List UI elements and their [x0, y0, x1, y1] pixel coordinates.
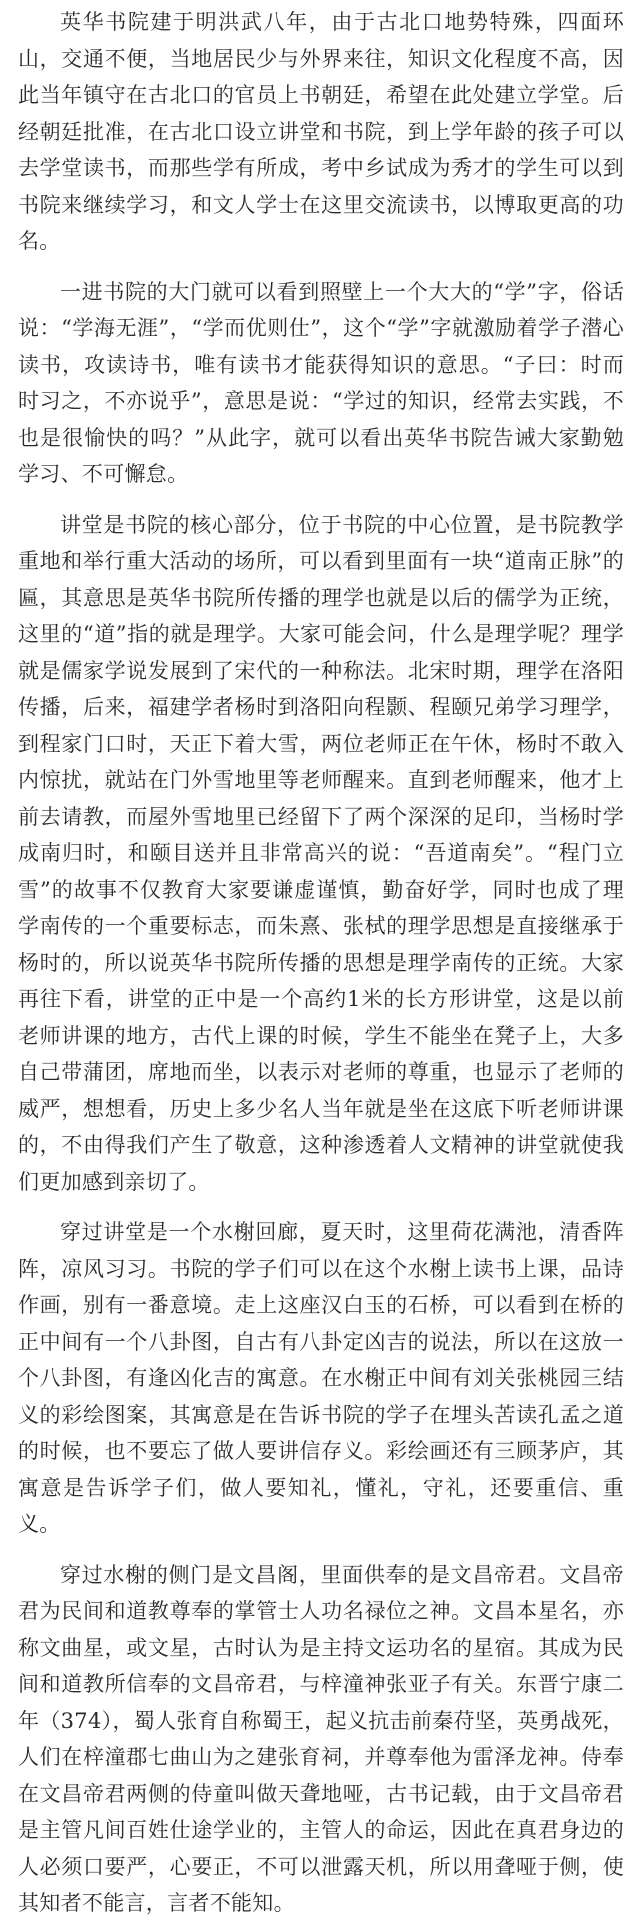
- paragraph-3: 讲堂是书院的核心部分，位于书院的中心位置，是书院教学重地和举行重大活动的场所，可以看到里面有一块“道南正脉”的匾，其意思是英华书院所传播的理学也就是以后的儒学为正统，这里的“道”指的就是理学。大家可能会问，什么是理学呢？理学就是儒家学说发展到了宋代的一种称法。北宋时期，理学在洛阳传播，后来，福建学者杨时到洛阳向程颢、程颐兄弟学习理学，到程家门口时，天正下着大雪，两位老师正在午休，杨时不敢入内惊扰，就站在门外雪地里等老师醒来。直到老师醒来，他才上前去请教，而屋外雪地里已经留下了两个深深的足印，当杨时学成南归时，和颐目送并且非常高兴的说：“吾道南矣”。“程门立雪”的故事不仅教育大家要谦虚谨慎，勤奋好学，同时也成了理学南传的一个重要标志，而朱熹、张栻的理学思想是直接继承于杨时的，所以说英华书院所传播的思想是理学南传的正统。大家再往下看，讲堂的正中是一个高约1米的长方形讲堂，这是以前老师讲课的地方，古代上课的时候，学生不能坐在凳子上，大多自己带蒲团，席地而坐，以表示对老师的尊重，也显示了老师的威严，想想看，历史上多少名人当年就是坐在这底下听老师讲课的，不由得我们产生了敬意，这种渗透着人文精神的讲堂就使我们更加感到亲切了。: [18, 512, 624, 1194]
- paragraph-2: 一进书院的大门就可以看到照壁上一个大大的“学”字，俗话说：“学海无涯”，“学而优则仕”，这个“学”字就激励着学子潜心读书，攻读诗书，唯有读书才能获得知识的意思。“子曰：时而时习之，不亦说乎”，意思是说：“学过的知识，经常去实践，不也是很愉快的吗？”从此字，就可以看出英华书院告诫大家勤勉学习、不可懈怠。: [18, 279, 624, 486]
- paragraph-1: 英华书院建于明洪武八年，由于古北口地势特殊，四面环山，交通不便，当地居民少与外界来往，知识文化程度不高，因此当年镇守在古北口的官员上书朝廷，希望在此处建立学堂。后经朝廷批准，在古北口设立讲堂和书院，到上学年龄的孩子可以去学堂读书，而那些学有所成，考中乡试成为秀才的学生可以到书院来继续学习，和文人学士在这里交流读书，以博取更高的功名。: [18, 10, 624, 253]
- paragraph-4: 穿过讲堂是一个水榭回廊，夏天时，这里荷花满池，清香阵阵，凉风习习。书院的学子们可以在这个水榭上读书上课，品诗作画，别有一番意境。走上这座汉白玉的石桥，可以看到在桥的正中间有一个八卦图，自古有八卦定凶吉的说法，所以在这放一个八卦图，有逢凶化吉的寓意。在水榭正中间有刘关张桃园三结义的彩绘图案，其寓意是在告诉书院的学子在埋头苦读孔孟之道的时候，也不要忘了做人要讲信存义。彩绘画还有三顾茅庐，其寓意是告诉学子们，做人要知礼，懂礼，守礼，还要重信、重义。: [18, 1220, 624, 1536]
- paragraph-5: 穿过水榭的侧门是文昌阁，里面供奉的是文昌帝君。文昌帝君为民间和道教尊奉的掌管士人功名禄位之神。文昌本星名，亦称文曲星，或文星，古时认为是主持文运功名的星宿。其成为民间和道教所信奉的文昌帝君，与梓潼神张亚子有关。东晋宁康二年（374），蜀人张育自称蜀王，起义抗击前秦苻坚，英勇战死，人们在梓潼郡七曲山为之建张育祠，并尊奉他为雷泽龙神。侍奉在文昌帝君两侧的侍童叫做天聋地哑，古书记载，由于文昌帝君是主管凡间百姓仕途学业的，主管人的命运，因此在真君身边的人必须口要严，心要正，不可以泄露天机，所以用聋哑于侧，使其知者不能言，言者不能知。: [18, 1562, 624, 1915]
